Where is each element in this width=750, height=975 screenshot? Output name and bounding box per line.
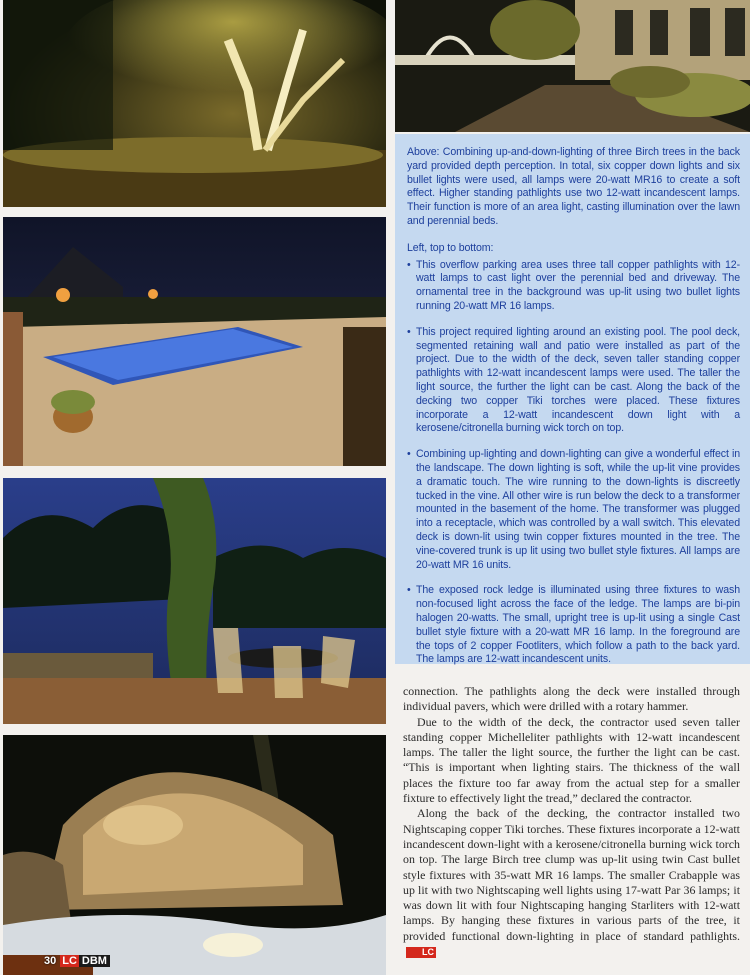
photo-pool-deck <box>3 217 386 466</box>
article-paragraph: Due to the width of the deck, the contractor used seven taller standing copper Michelleliter pathlights with 12-watt incandescent lamps. The taller the light source, the further the light can be cast. “This is important when lighting stairs. The thickness of the wall places the fixture too far away from the actual step for a smaller fixture to effectively light the tread,” declared the contractor. <box>403 714 740 806</box>
article-paragraph <box>403 806 740 959</box>
caption-above: Above: Combining up-and-down-lighting of three Birch trees in the back yard provided depth perception. In total, six copper down lights and six bullet lights were used, all lamps were 20-watt MR16 to create a soft effect. Higher standing pathlights use two 12-watt incandescent lamps. Their function is more of an area light, casting illumination over the lawn and perennial beds. <box>407 146 740 227</box>
magazine-logo-lc: LC <box>62 955 77 967</box>
article-paragraph-text: Along the back of the decking, the contractor installed two Nightscaping copper Tiki torches. These fixtures incorporate a 12-watt incandescent down-light with a kerosene/citronella burning wick torch on top. The large Birch tree clump was up-lit using twin Cast bullet style fixtures with 35-watt MR 16 lamps. The smaller Crabapple was up lit with two Nightscaping well lights using 17-watt Par 36 lamps; it was down lit with four Nightscaping hanging Starliters with 12-watt lamps. By hanging these fixtures in various parts of the tree, it provided functional down-lighting in place of standard pathlights. <box>403 806 740 943</box>
caption-list <box>407 259 740 668</box>
caption-left-heading: Left, top to bottom: <box>407 241 494 254</box>
caption-item: • Combining up-lighting and down-lighting can give a wonderful effect in the landscape. The down lighting is soft, while the up-lit vine provides a dramatic touch. The wire running to the down-lights is discreetly tucked in the vine. All other wire is run below the deck to a transformer mounted in the basement of the home. The transformer was plugged into a receptacle, which was controlled by a wall switch. This elevated deck is down-lit using twin copper fixtures mounted in the tree. The vine-covered trunk is up lit using two bullet style fixtures. All lamps are 20-watt MR 16 units. <box>407 448 740 572</box>
caption-box <box>395 134 750 664</box>
photo-elevated-deck <box>3 478 386 724</box>
photo-house-path <box>395 0 750 132</box>
page-number: 30 <box>44 955 57 967</box>
caption-item: • The exposed rock ledge is illuminated using three fixtures to wash non-focused light across the face of the ledge. The lamps are bi-pin halogen 20-watts. The small, upright tree is up-lit using a single Cast bullet style fixture with a 20-watt MR 16 lamp. In the foreground are the tops of 2 copper Footliters, which follow a path to the back yard. The lamps are 12-watt incandescent units. <box>407 584 740 667</box>
photo-birch-trees <box>3 0 386 207</box>
caption-item: • This project required lighting around an existing pool. The pool deck, segmented retaining wall and patio were installed as part of the project. Due to the width of the deck, seven taller standing copper pathlights with 12-watt incandescent lamps were used. The taller the light source, the further the light can be cast. Along the back of the decking two copper Tiki torches were placed. These fixtures incorporate a 12-watt incandescent down light with a kerosene/citronella burning wick torch on top. <box>407 326 740 436</box>
magazine-logo-dbm: DBM <box>79 955 110 967</box>
article-body <box>403 684 740 959</box>
article-paragraph: connection. The pathlights along the deck were installed through individual pavers, which were drilled with a rotary hammer. <box>403 684 740 714</box>
caption-item: • This overflow parking area uses three tall copper pathlights with 12-watt lamps to cast light over the perennial bed and driveway. The ornamental tree in the background was up-lit using two bullet lights running 20-watt MR 16 lamps. <box>407 259 740 314</box>
page-folio <box>44 953 110 969</box>
photo-rock-ledge <box>3 735 386 975</box>
end-mark-logo: LC <box>406 947 436 958</box>
